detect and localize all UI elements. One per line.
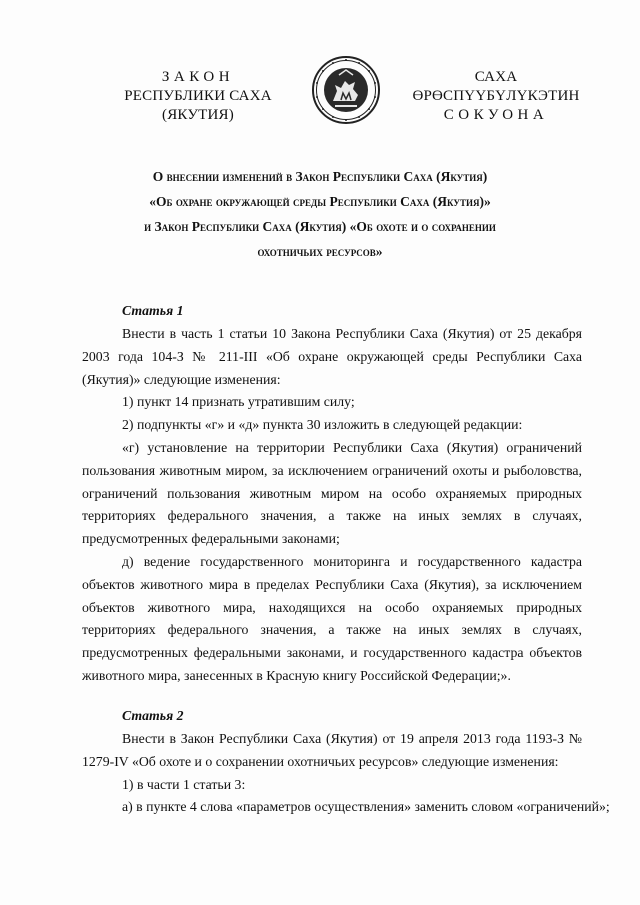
header-right-line2: СОКУОНА bbox=[443, 107, 549, 123]
article-1-item2: 2) подпункты «г» и «д» пункта 30 изложить в следующей редакции: bbox=[122, 417, 523, 433]
title-line4: охотничьих ресурсов» bbox=[257, 244, 383, 259]
header-left-line1: ЗАКОН bbox=[161, 69, 235, 85]
header-right bbox=[396, 68, 596, 125]
article-2-item-a: а) в пункте 4 слова «параметров осуществления» заменить словом «ограничений»; bbox=[122, 799, 610, 815]
article-1-intro: Внести в часть 1 статьи 10 Закона Республики Саха (Якутия) от 25 декабря 2003 года 104-З № 211-III «Об охране окружающей среды Республики Саха (Якутия)» следующие изменения: bbox=[82, 326, 582, 387]
article-2-intro: Внести в Закон Республики Саха (Якутия) от 19 апреля 2013 года 1193-З № 1279-IV «Об охоте и о сохранении охотничьих ресурсов» следующие изменения: bbox=[82, 731, 582, 769]
article-2-item1: 1) в части 1 статьи 3: bbox=[122, 776, 246, 792]
article-1-sub-g: «г) установление на территории Республики Саха (Якутия) ограничений пользования животным миром, за исключением ограничений охоты и рыболовства, ограничений пользования животным миром на особо охраняемых природных территориях федерального значения, а также на иных землях в случаях, предусмотренных федеральными законами; bbox=[82, 439, 582, 547]
article-2-heading: Статья 2 bbox=[122, 708, 184, 723]
article-2 bbox=[82, 705, 610, 819]
title-line3: и Закон Республики Саха (Якутия) «Об охоте и о сохранении bbox=[144, 219, 496, 234]
article-1-item1: 1) пункт 14 признать утратившим силу; bbox=[122, 394, 355, 410]
header-right-line1: САХА ӨРӨСПҮҮБҮЛҮКЭТИН bbox=[412, 69, 580, 104]
title-line1: О внесении изменений в Закон Республики Саха (Якутия) bbox=[152, 169, 488, 184]
header-left bbox=[96, 68, 300, 125]
coat-of-arms-icon bbox=[311, 55, 381, 125]
law-title bbox=[90, 164, 550, 264]
title-line2: «Об охране окружающей среды Республики Саха (Якутия)» bbox=[149, 194, 491, 209]
article-1 bbox=[82, 300, 582, 688]
article-1-heading: Статья 1 bbox=[122, 303, 184, 318]
header-left-line2: РЕСПУБЛИКИ САХА (ЯКУТИЯ) bbox=[124, 88, 272, 123]
article-1-sub-d: д) ведение государственного мониторинга и государственного кадастра объектов животного мира в пределах Республики Саха (Якутия), за исключением объектов животного мира, находящихся на особо охраняемых природных территориях федерального значения, а также на иных землях в случаях, предусмотренных федеральными законами, и государственного кадастра объектов животного мира, занесенных в Красную книгу Российской Федерации;». bbox=[82, 553, 582, 683]
